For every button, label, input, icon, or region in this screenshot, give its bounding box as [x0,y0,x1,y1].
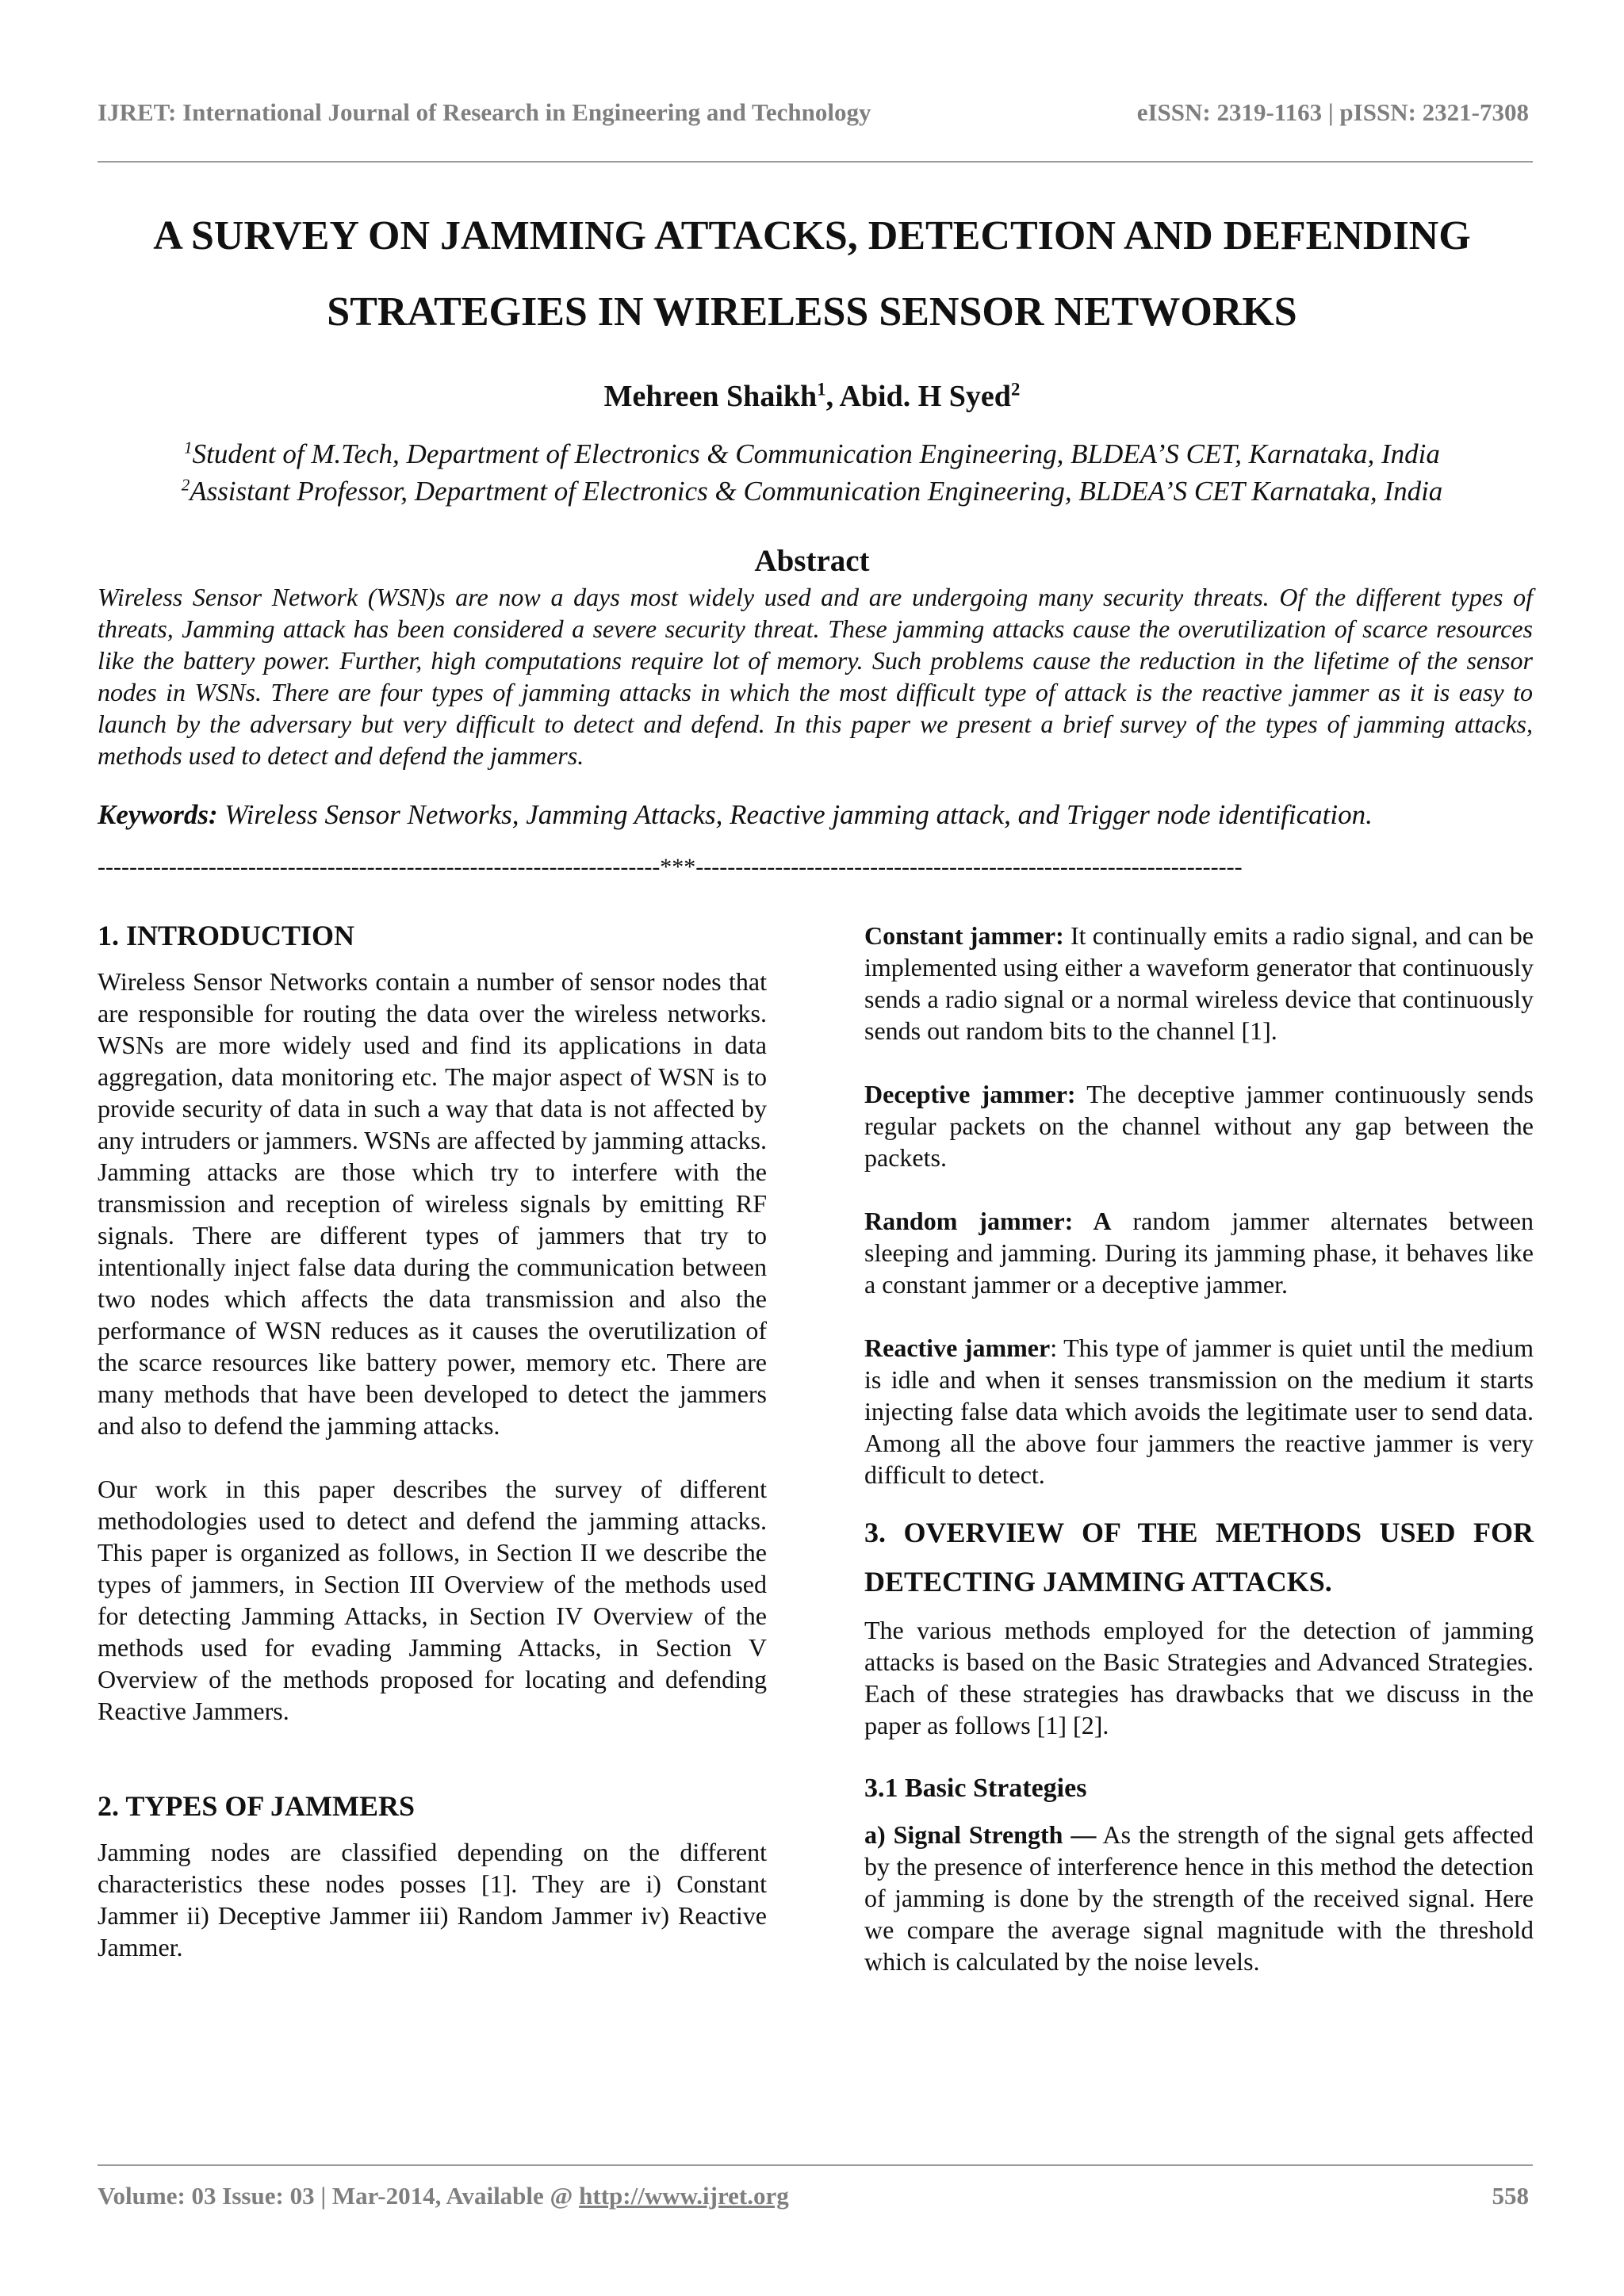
abstract-heading: Abstract [754,544,870,578]
title-line-2: STRATEGIES IN WIRELESS SENSOR NETWORKS [327,289,1297,335]
footer-volume-text: Volume: 03 Issue: 03 | Mar-2014, Available @ [98,2182,580,2210]
affiliation-1 [79,438,1545,470]
author-1-marker: 1 [817,379,826,400]
affiliation-2 [79,476,1545,507]
author-separator: , [825,380,840,413]
signal-strength-label: a) Signal Strength — [864,1820,1097,1849]
overview-methods-paragraph: The various methods employed for the detection of jamming attacks is based on the Basic Strategies and Advanced Strategies. Each of these strategies has drawbacks that we discuss in the paper as follows [1] [2]. [864,1616,1534,1739]
constant-jammer-label: Constant jammer: [864,921,1064,950]
random-jammer-paragraph [864,1205,1534,1300]
footer-volume-info [98,2182,789,2210]
introduction-heading: 1. INTRODUCTION [98,920,355,951]
journal-url-link[interactable]: http://www.ijret.org [579,2182,789,2210]
signal-strength-paragraph [864,1819,1534,1977]
title-line-1: A SURVEY ON JAMMING ATTACKS, DETECTION AND DEFENDING [153,213,1471,258]
deceptive-jammer-label: Deceptive jammer: [864,1080,1076,1108]
affiliation-2-marker: 2 [181,475,190,495]
reactive-jammer-paragraph [864,1332,1534,1490]
right-column [864,920,1534,2009]
affiliation-1-text: Student of M.Tech, Department of Electronics & Communication Engineering, BLDEA’S CET, Karnataka, India [192,438,1440,469]
signal-strength-text: As the strength of the signal gets affected by the presence of interference hence in this method the detection of jamming is done by the strength of the received signal. Here we compare the average signal magnitude with the threshold which is calculated by the noise levels. [864,1820,1534,1976]
author-2-marker: 2 [1010,379,1021,400]
page-number: 558 [1492,2182,1529,2210]
affiliation-2-text: Assistant Professor, Department of Electronics & Communication Engineering, BLDEA’S CET Karnataka, India [190,476,1443,507]
reactive-jammer-text: : This type of jammer is quiet until the medium is idle and when it senses transmission on the medium it starts injecting false data which avoids the legitimate user to send data. Among all the above four jammers the reactive jammer is very difficult to detect. [864,1334,1534,1489]
footer-rule [98,2164,1533,2166]
types-of-jammers-paragraph: Jamming nodes are classified depending on the different characteristics these nodes posses [1]. They are i) Constant Jammer ii) Deceptive Jammer iii) Random Jammer iv) Reactive Jammer. [98,1838,767,1961]
author-list [0,379,1624,414]
deceptive-jammer-paragraph [864,1078,1534,1173]
overview-methods-heading: 3. OVERVIEW OF THE METHODS USED FOR DETECTING JAMMING ATTACKS. [864,1517,1534,1598]
abstract-text: Wireless Sensor Network (WSN)s are now a days most widely used and are undergoing many security threats. Of the different types of threats, Jamming attack has been considered a severe security threat. These jamming attacks cause the overutilization of scarce resources like the battery power. Further, high computations require lot of memory. Such problems cause the reduction in the lifetime of the sensor nodes in WSNs. There are four types of jamming attacks in which the most difficult type of attack is the reactive jammer as it is easy to launch by the adversary but very difficult to detect and defend. In this paper we present a brief survey of the types of jamming attacks, methods used to detect and defend the jammers. [98,583,1533,770]
random-jammer-label: Random jammer: A [864,1207,1112,1235]
keywords-text: Wireless Sensor Networks, Jamming Attacks, Reactive jamming attack, and Trigger node identification. [217,799,1373,830]
author-1: Mehreen Shaikh [603,380,818,413]
constant-jammer-paragraph [864,920,1534,1047]
keywords [98,799,1373,831]
header-rule [98,161,1533,163]
introduction-paragraph-1: Wireless Sensor Networks contain a number of sensor nodes that are responsible for routing the data over the wireless networks. WSNs are more widely used and find its applications in data aggregation, data monitoring etc. The major aspect of WSN is to provide security of data in such a way that data is not affected by any intruders or jammers. WSNs are affected by jamming attacks. Jamming attacks are those which try to interfere with the transmission and reception of wireless signals by emitting RF signals. There are different types of jammers that try to intentionally inject false data during the communication between two nodes which affects the data transmission and also the performance of WSN reduces as it causes the overutilization of the scarce resources like battery power, memory etc. There are many methods that have been developed to detect the jammers and also to defend the jamming attacks. [98,967,767,1440]
author-2: Abid. H Syed [839,380,1011,413]
journal-name: IJRET: International Journal of Research in Engineering and Technology [98,98,871,126]
reactive-jammer-label: Reactive jammer [864,1334,1051,1362]
random-jammer-text: random jammer alternates between sleeping and jamming. During its jamming phase, it behaves like a constant jammer or a deceptive jammer. [864,1207,1534,1299]
issn-info: eISSN: 2319-1163 | pISSN: 2321-7308 [1136,98,1529,126]
paper-title [79,198,1545,350]
constant-jammer-text: It continually emits a radio signal, and can be implemented using either a waveform generator that continuously sends a radio signal or a normal wireless device that continuously sends out random bits to the channel [1]. [864,921,1534,1045]
introduction-paragraph-2: Our work in this paper describes the survey of different methodologies used to detect and defend the jamming attacks. This paper is organized as follows, in Section II we describe the types of jammers, in Section III Overview of the methods used for detecting Jamming Attacks, in Section IV Overview of the methods used for evading Jamming Attacks, in Section V Overview of the methods proposed for locating and defending Reactive Jammers. [98,1475,767,1725]
types-of-jammers-heading: 2. TYPES OF JAMMERS [98,1790,416,1822]
keywords-label: Keywords: [98,799,218,830]
deceptive-jammer-text: The deceptive jammer continuously sends regular packets on the channel without any gap between the packets. [864,1080,1534,1172]
section-separator: -----------------------------------------------------------------------***--------------------------------------------------------------------- [98,854,1243,880]
basic-strategies-heading: 3.1 Basic Strategies [864,1774,1087,1803]
left-column [98,920,767,1995]
affiliation-1-marker: 1 [184,438,193,457]
